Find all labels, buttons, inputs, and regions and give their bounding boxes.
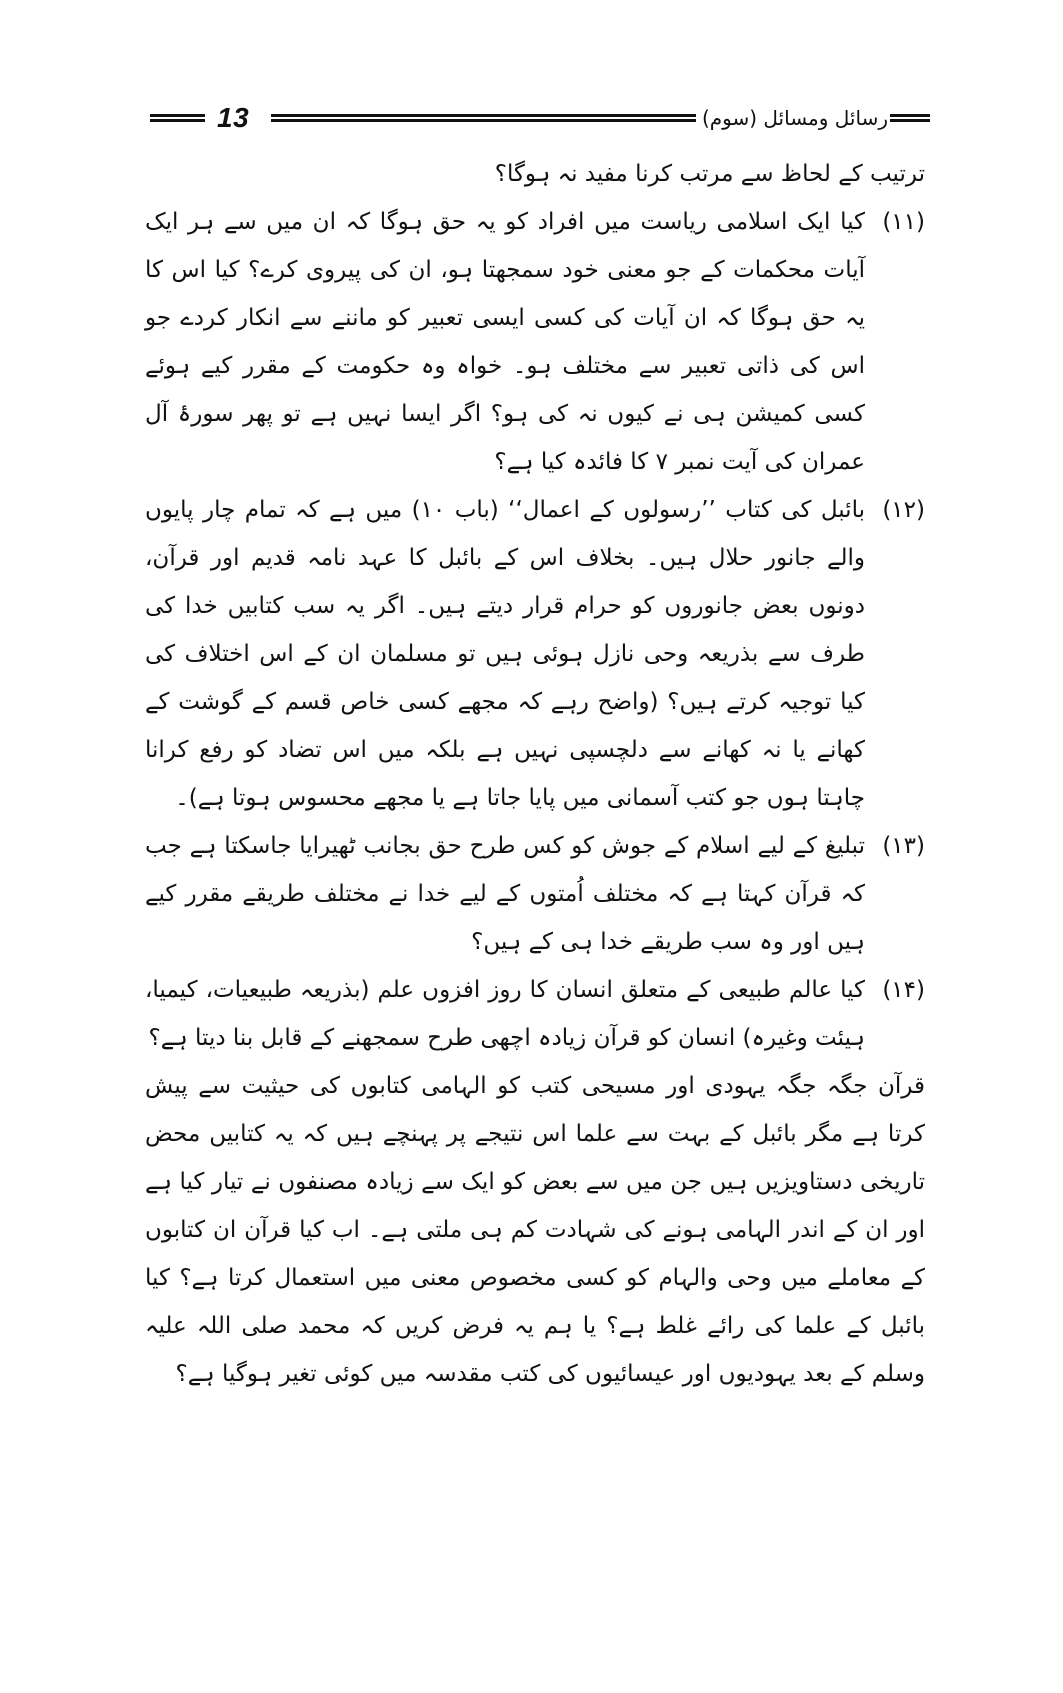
question-item xyxy=(145,198,925,486)
running-title: رسائل ومسائل (سوم) xyxy=(701,106,888,130)
page-number: 13 xyxy=(217,102,250,133)
question-item xyxy=(145,966,925,1062)
question-number: (۱۴) xyxy=(882,977,925,1003)
question-text: بائبل کی کتاب ’’رسولوں کے اعمال‘‘ (باب ۱۰) میں ہے کہ تمام چار پایوں والے جانور حلال ہیں۔ بخلاف اس کے بائبل کا عہد نامہ قدیم اور قرآن، دونوں بعض جانوروں کو حرام قرار دیتے ہیں۔ اگر یہ سب کتابیں خدا کی طرف سے بذریعہ وحی نازل ہوئی ہیں تو مسلمان ان کے اس اختلاف کی کیا توجیہ کرتے ہیں؟ (واضح رہے کہ مجھے کسی خاص قسم کے گوشت کے کھانے یا نہ کھانے سے دلچسپی نہیں ہے بلکہ میں اس تضاد کو رفع کرانا چاہتا ہوں جو کتب آسمانی میں پایا جاتا ہے یا مجھے محسوس ہوتا ہے)۔ xyxy=(145,497,865,811)
continuation-text: ترتیب کے لحاظ سے مرتب کرنا مفید نہ ہوگا؟ xyxy=(494,161,925,187)
question-number: (۱۱) xyxy=(882,209,925,235)
question-number: (۱۲) xyxy=(882,497,925,523)
header-rule-middle xyxy=(271,114,696,122)
question-number: (۱۳) xyxy=(882,833,925,859)
header-rule-left xyxy=(150,114,205,122)
page-header xyxy=(150,100,930,136)
question-text: کیا عالم طبیعی کے متعلق انسان کا روز افزوں علم (بذریعہ طبیعیات، کیمیا، ہیئت وغیرہ) انسان کو قرآن زیادہ اچھی طرح سمجھنے کے قابل بنا دیتا ہے؟ xyxy=(145,977,865,1051)
page-body xyxy=(145,150,925,1398)
question-item xyxy=(145,486,925,822)
question-text: تبلیغ کے لیے اسلام کے جوش کو کس طرح حق بجانب ٹھیرایا جاسکتا ہے جب کہ قرآن کہتا ہے کہ مختلف اُمتوں کے لیے خدا نے مختلف طریقے مقرر کیے ہیں اور وہ سب طریقے خدا ہی کے ہیں؟ xyxy=(145,833,865,955)
question-item xyxy=(145,822,925,966)
question-text: کیا ایک اسلامی ریاست میں افراد کو یہ حق ہوگا کہ ان میں سے ہر ایک آیات محکمات کے جو معنی خود سمجھتا ہو، ان کی پیروی کرے؟ کیا اس کا یہ حق ہوگا کہ ان آیات کی کسی ایسی تعبیر کو ماننے سے انکار کردے جو اس کی ذاتی تعبیر سے مختلف ہو۔ خواہ وہ حکومت کے مقرر کیے ہوئے کسی کمیشن ہی نے کیوں نہ کی ہو؟ اگر ایسا نہیں ہے تو پھر سورۂ آل عمران کی آیت نمبر ۷ کا فائدہ کیا ہے؟ xyxy=(145,209,865,475)
header-rule-right xyxy=(890,114,930,122)
closing-paragraph: قرآن جگہ جگہ یہودی اور مسیحی کتب کو الہامی کتابوں کی حیثیت سے پیش کرتا ہے مگر بائبل کے بہت سے علما اس نتیجے پر پہنچے ہیں کہ یہ کتابیں محض تاریخی دستاویزیں ہیں جن میں سے بعض کو ایک سے زیادہ مصنفوں نے تیار کیا ہے اور ان کے اندر الہامی ہونے کی شہادت کم ہی ملتی ہے۔ اب کیا قرآن ان کتابوں کے معاملے میں وحی والہام کو کسی مخصوص معنی میں استعمال کرتا ہے؟ کیا بائبل کے علما کی رائے غلط ہے؟ یا ہم یہ فرض کریں کہ محمد صلی اللہ علیہ وسلم کے بعد یہودیوں اور عیسائیوں کی کتب مقدسہ میں کوئی تغیر ہوگیا ہے؟ xyxy=(145,1073,925,1387)
